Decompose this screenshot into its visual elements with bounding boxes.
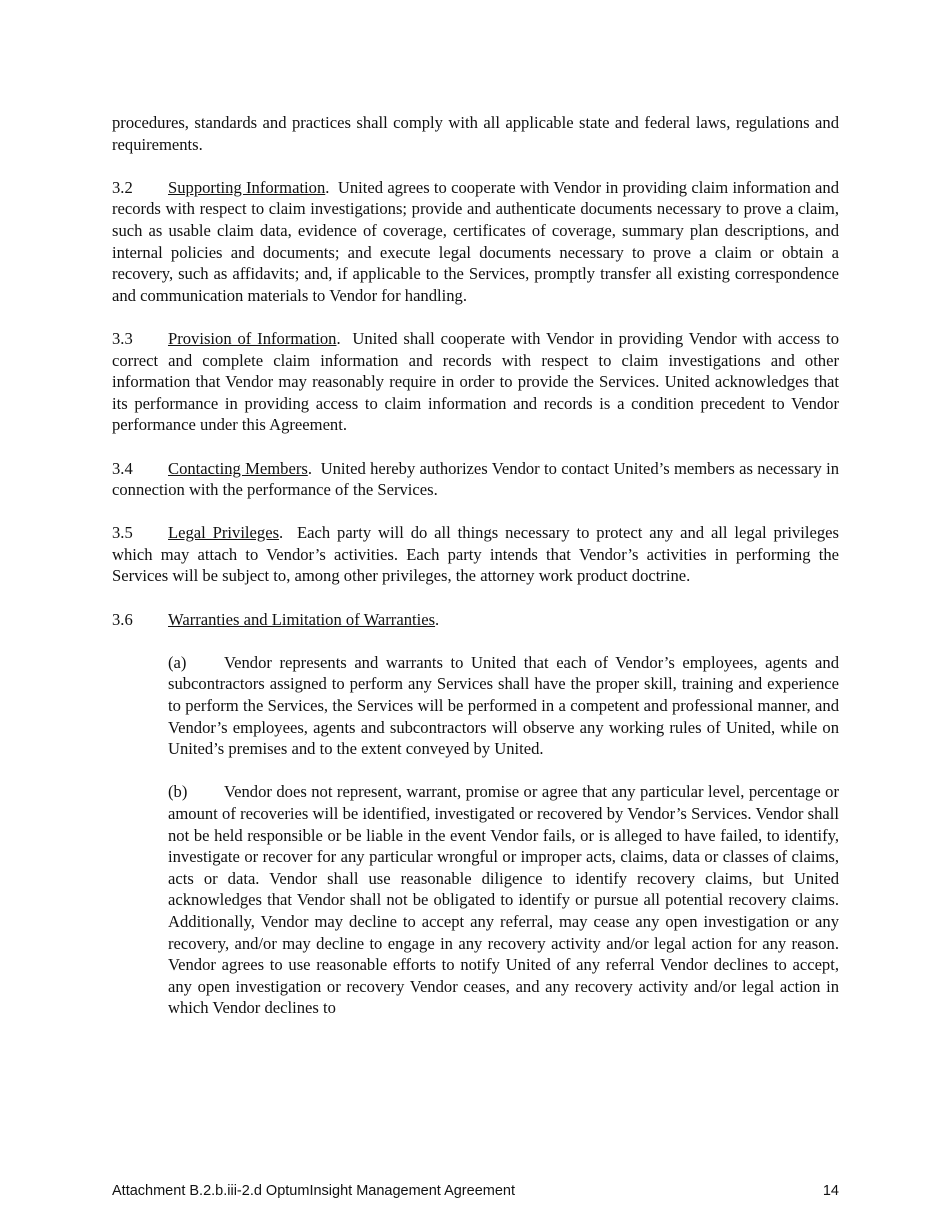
subsection-label: (b) [168, 782, 188, 802]
intro-paragraph: procedures, standards and practices shall comply with all applicable state and federal laws, regulations and requirements. [112, 113, 839, 154]
section-heading: Provision of Information [168, 328, 337, 348]
section-text: Each party will do all things necessary to protect any and all legal privileges which may attach to Vendor’s activities. Each party intends that Vendor’s activities in performing the Services will be subject to, among other privileges, the attorney work product doctrine. [112, 523, 839, 586]
section-3-3: 3.3 Provision of Information. United shall cooperate with Vendor in providing Vendor with access to correct and complete claim information and records with respect to claim investigations and other information that Vendor may reasonably require in order to provide the Services. United acknowledges that its performance in providing access to claim information and records is a condition precedent to Vendor performance under this Agreement. [112, 328, 839, 435]
subsection-text: Vendor represents and warrants to United that each of Vendor’s employees, agents and subcontractors assigned to perform any Services shall have the proper skill, training and experience to perform the Services, the Services will be performed in a competent and professional manner, and Vendor’s employees, agents and subcontractors will observe any working rules of United, while on United’s premises and to the extent conveyed by United. [168, 652, 839, 759]
subsection-text: Vendor does not represent, warrant, promise or agree that any particular level, percentage or amount of recoveries will be identified, investigated or recovered by Vendor’s Services. Vendor shall not be held responsible or be liable in the event Vendor fails, or is alleged to have failed, to identify, investigate or recover for any particular wrongful or improper acts, claims, data or classes of claims, acts or data. Vendor shall use reasonable diligence to identify recovery claims, but United acknowledges that Vendor shall not be obligated to identify or pursue all potential recovery claims. Additionally, Vendor may decline to accept any referral, may cease any open investigation or any recovery, and/or may decline to engage in any recovery activity and/or legal action for any reason. Vendor agrees to use reasonable efforts to notify United of any referral Vendor declines to accept, any open investigation or recovery Vendor ceases, and any recovery activity and/or legal action in which Vendor declines to [168, 782, 839, 1018]
section-heading: Warranties and Limitation of Warranties [168, 609, 436, 629]
section-3-6: 3.6 Warranties and Limitation of Warranties. [112, 609, 440, 629]
section-number: 3.2 [112, 177, 133, 197]
section-heading: Contacting Members [168, 458, 308, 478]
section-number: 3.4 [112, 458, 133, 478]
section-heading: Supporting Information [168, 177, 326, 197]
section-3-5: 3.5 Legal Privileges. Each party will do all things necessary to protect any and all legal privileges which may attach to Vendor’s activities. Each party intends that Vendor’s activities in performing the Services will be subject to, among other privileges, the attorney work product doctrine. [112, 523, 839, 586]
section-heading: Legal Privileges [168, 523, 280, 543]
footer-title: Attachment B.2.b.iii-2.d OptumInsight Management Agreement [112, 1183, 515, 1199]
section-3-4: 3.4 Contacting Members. United hereby authorizes Vendor to contact United’s members as necessary in connection with the performance of the Services. [112, 458, 839, 500]
section-number: 3.5 [112, 523, 133, 543]
page-number: 14 [822, 1183, 839, 1199]
document-body [112, 112, 839, 1041]
section-3-2: 3.2 Supporting Information. United agrees to cooperate with Vendor in providing claim information and records with respect to claim investigations; provide and authenticate documents necessary to prove a claim, such as usable claim data, evidence of coverage, certificates of coverage, summary plan descriptions, and internal policies and documents; and execute legal documents necessary to prove a claim or obtain a recovery, such as affidavits; and, if applicable to the Services, promptly transfer all existing correspondence and communication materials to Vendor for handling. [112, 177, 839, 305]
section-text: United shall cooperate with Vendor in providing Vendor with access to correct and complete claim information and records with respect to claim investigations and other information that Vendor may reasonably require in order to provide the Services. United acknowledges that its performance in providing access to claim information and records is a condition precedent to Vendor performance under this Agreement. [112, 328, 839, 435]
subsection-label: (a) [168, 652, 187, 672]
subsection-a [168, 652, 839, 760]
section-number: 3.6 [112, 609, 133, 629]
section-number: 3.3 [112, 328, 133, 348]
section-text: United agrees to cooperate with Vendor in providing claim information and records with respect to claim investigations; provide and authenticate documents necessary to prove a claim, such as usable claim data, evidence of coverage, certificates of coverage, summary plan descriptions, and internal policies and documents; and execute legal documents necessary to prove a claim or obtain a recovery, such as affidavits; and, if applicable to the Services, promptly transfer all existing correspondence and communication materials to Vendor for handling. [112, 177, 839, 305]
subsection-b [168, 781, 839, 1019]
section-text: United hereby authorizes Vendor to contact United’s members as necessary in connection with the performance of the Services. [112, 458, 839, 500]
page-footer [112, 1183, 839, 1199]
